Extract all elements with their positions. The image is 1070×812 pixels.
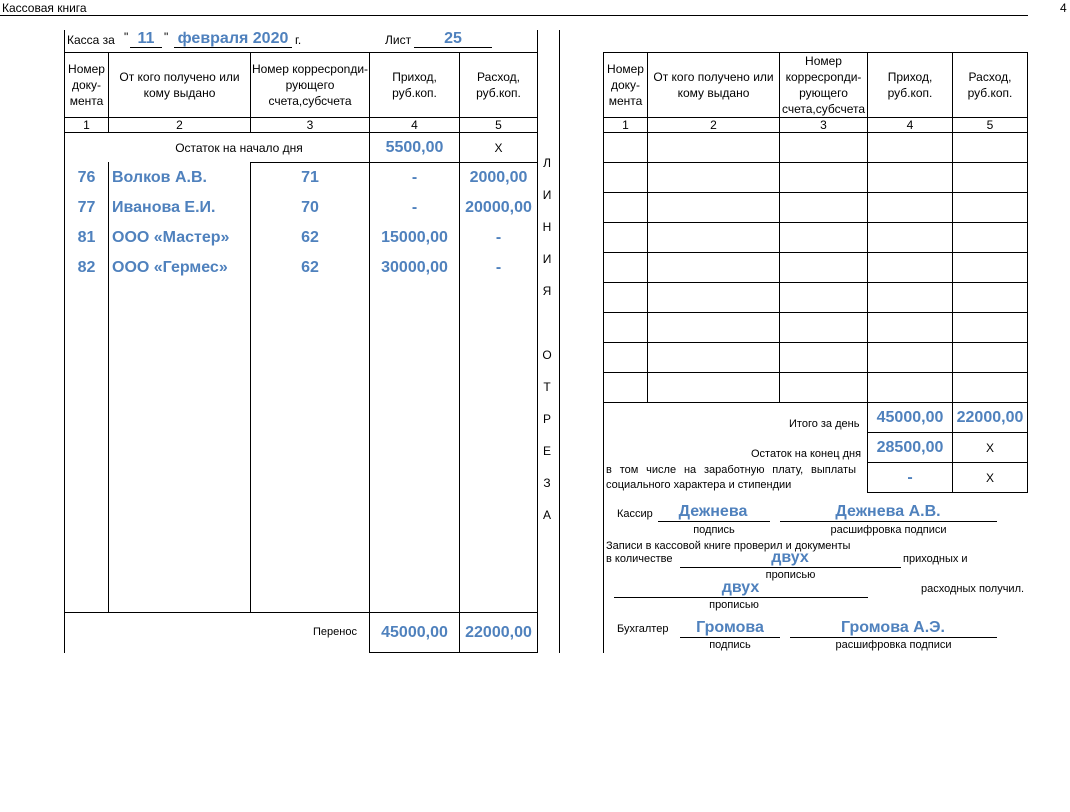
signature-caption: подпись xyxy=(693,524,735,536)
doc-number: 81 xyxy=(77,229,96,246)
carry-expense: 22000,00 xyxy=(465,623,532,641)
day-total-expense: 22000,00 xyxy=(956,408,1024,426)
col-number: 4 xyxy=(906,118,914,132)
opening-income: 5500,00 xyxy=(385,138,444,156)
account-number: 62 xyxy=(301,259,319,276)
quote-close: " xyxy=(164,30,169,44)
cashier-full-name: Дежнева А.В. xyxy=(835,503,941,520)
accountant-full-name: Громова А.Э. xyxy=(841,619,945,636)
col-number: 5 xyxy=(495,118,502,132)
expense-amount: 20000,00 xyxy=(465,199,532,216)
expense-amount: 2000,00 xyxy=(469,169,528,186)
sheet-number: 25 xyxy=(444,30,462,47)
col-number: 1 xyxy=(83,118,90,132)
carry-income: 45000,00 xyxy=(381,623,448,641)
col-header-doc: Номер доку-мента xyxy=(68,62,105,108)
col-header-account: Номер корресponди-рующего счета,субсчета xyxy=(781,54,866,116)
cash-month-year: февраля 2020 xyxy=(177,30,289,47)
col-header-income: Приход, руб.коп. xyxy=(887,70,933,100)
accountant-signature: Громова xyxy=(696,619,764,636)
expense-amount: - xyxy=(495,259,502,276)
col-header-expense: Расход, руб.коп. xyxy=(967,70,1013,100)
closing-income: 28500,00 xyxy=(876,438,944,456)
col-header-doc: Номер доку-мента xyxy=(607,62,644,108)
col-number: 3 xyxy=(306,118,314,132)
income-amount: - xyxy=(411,169,418,186)
payer-name: ООО «Гермес» xyxy=(112,259,228,276)
quote-open: " xyxy=(124,30,129,44)
col-header-expense: Расход, руб.коп. xyxy=(476,70,521,100)
cut-line xyxy=(559,30,560,653)
salary-label: в том числе на заработную плату, выплаты социального характера и стипендии xyxy=(606,464,856,491)
payer-name: Иванова Е.И. xyxy=(112,199,216,216)
account-number: 62 xyxy=(301,229,319,246)
col-number: 2 xyxy=(710,118,717,132)
words-caption: прописью xyxy=(765,569,816,581)
payer-name: Волков А.В. xyxy=(112,169,207,186)
col-number: 4 xyxy=(411,118,418,132)
col-header-income: Приход, руб.коп. xyxy=(392,70,437,100)
col-header-name: От кого получено или кому выдано xyxy=(119,70,240,100)
records-count-label: в количестве xyxy=(606,553,673,565)
kassa-label: Касса за xyxy=(67,33,115,47)
cashier-label: Кассир xyxy=(617,508,653,520)
header-rule xyxy=(0,15,1028,16)
closing-expense: Х xyxy=(985,440,994,455)
opening-expense: Х xyxy=(494,140,503,155)
decode-caption: расшифровка подписи xyxy=(835,639,952,651)
income-docs-label: приходных и xyxy=(903,553,968,565)
year-suffix: г. xyxy=(295,33,302,47)
carry-over-label: Перенос xyxy=(313,626,357,638)
col-number: 3 xyxy=(820,118,827,132)
income-docs-count: двух xyxy=(771,549,809,566)
day-total-label: Итого за день xyxy=(789,418,860,430)
account-number: 71 xyxy=(301,169,319,186)
income-amount: 15000,00 xyxy=(381,229,448,246)
doc-number: 77 xyxy=(77,199,96,216)
book-title: Кассовая книга xyxy=(2,1,87,15)
words-caption: прописью xyxy=(709,599,759,611)
expense-docs-label: расходных получил. xyxy=(921,583,1025,595)
income-amount: - xyxy=(411,199,418,216)
salary-income: - xyxy=(907,468,913,486)
records-checked-text: Записи в кассовой книге проверил и документы xyxy=(606,540,851,552)
opening-balance-label: Остаток на начало дня xyxy=(175,140,303,155)
payer-name: ООО «Мастер» xyxy=(112,229,230,246)
salary-expense: Х xyxy=(985,470,994,485)
accountant-label: Бухгалтер xyxy=(617,623,669,635)
col-number: 2 xyxy=(176,118,183,132)
sheet-label: Лист xyxy=(385,33,412,47)
col-number: 5 xyxy=(986,118,994,132)
income-amount: 30000,00 xyxy=(381,259,448,276)
signature-caption: подпись xyxy=(709,639,751,651)
cash-day: 11 xyxy=(137,30,155,47)
col-header-name: От кого получено или кому выдано xyxy=(653,70,774,100)
cashier-signature: Дежнева xyxy=(678,503,748,520)
closing-balance-label: Остаток на конец дня xyxy=(751,448,862,460)
page-number: 4 xyxy=(1060,1,1067,15)
expense-docs-count: двух xyxy=(721,579,760,596)
decode-caption: расшифровка подписи xyxy=(830,524,947,536)
doc-number: 82 xyxy=(77,259,96,276)
account-number: 70 xyxy=(301,199,319,216)
expense-amount: - xyxy=(495,229,502,246)
col-header-account: Номер корресponди-рующего счета,субсчета xyxy=(251,62,369,108)
day-total-income: 45000,00 xyxy=(876,408,944,426)
doc-number: 76 xyxy=(77,169,96,186)
col-number: 1 xyxy=(622,118,629,132)
